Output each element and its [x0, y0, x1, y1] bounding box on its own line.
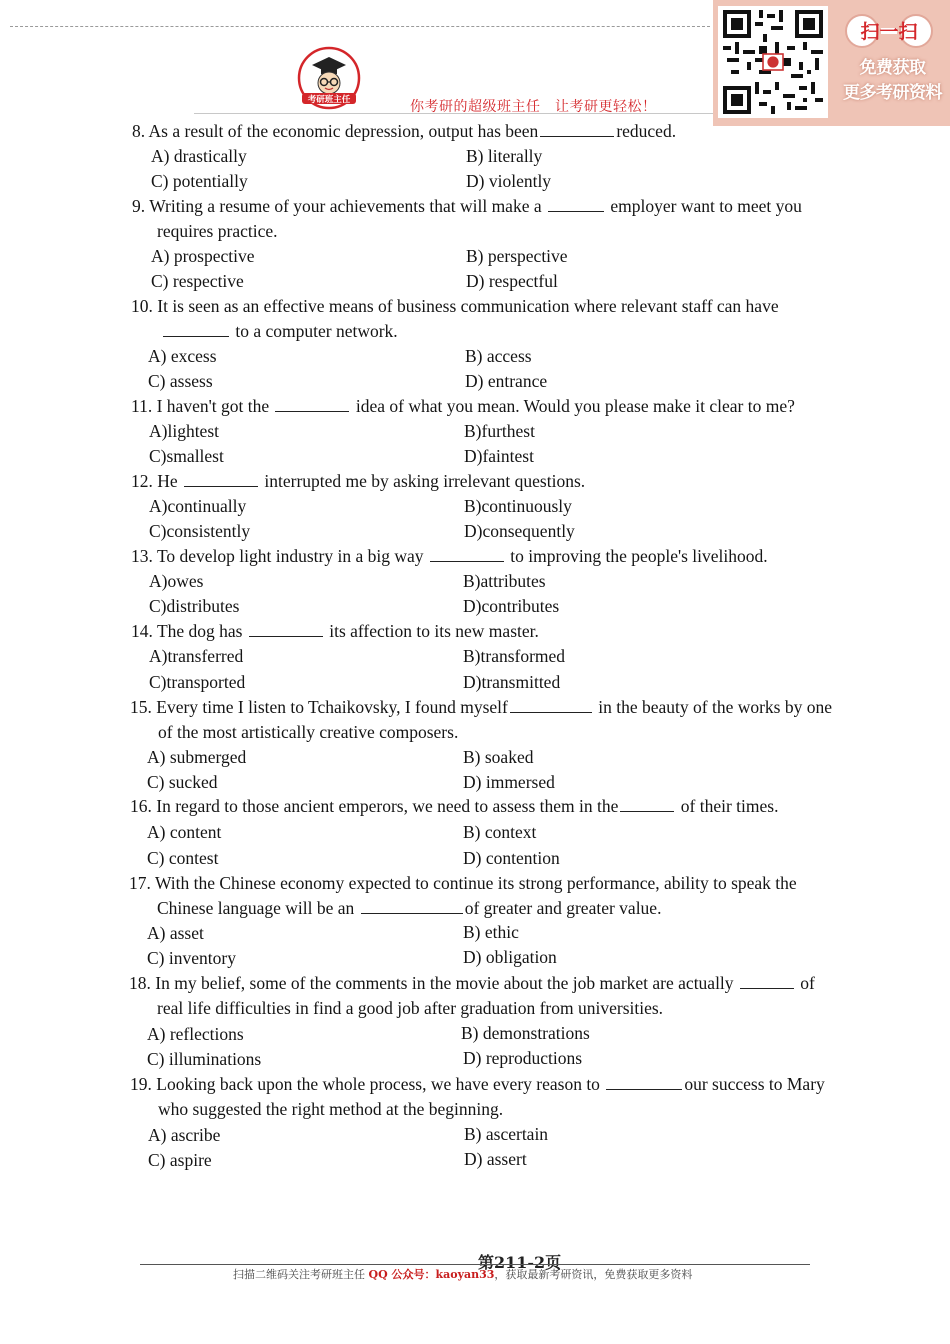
- option-a[interactable]: A) submerged: [147, 747, 247, 767]
- scan-badge-label: 扫一扫: [860, 21, 918, 43]
- option-b[interactable]: B) context: [463, 822, 537, 842]
- question-number: 17.: [129, 873, 151, 893]
- answer-blank: [249, 635, 323, 637]
- question-number: 19.: [130, 1074, 152, 1094]
- question-number: 13.: [131, 546, 153, 566]
- question-text-after: employer want to meet you: [610, 196, 802, 216]
- answer-blank: [620, 810, 674, 812]
- question-text-after: our success to Mary: [684, 1074, 825, 1094]
- option-d[interactable]: D) obligation: [463, 947, 557, 967]
- option-c[interactable]: C) contest: [147, 848, 219, 868]
- header-slogan: 你考研的超级班主任 让考研更轻松！: [410, 99, 657, 115]
- question-text: As a result of the economic depression, output has been: [148, 121, 539, 141]
- option-a[interactable]: A) asset: [147, 923, 204, 943]
- question-number: 10.: [131, 296, 153, 316]
- option-b[interactable]: B) soaked: [463, 747, 534, 767]
- answer-blank: [184, 485, 258, 487]
- option-c[interactable]: C) sucked: [147, 772, 218, 792]
- option-b[interactable]: B) access: [465, 346, 532, 366]
- question-text-line2: Chinese language will be an: [157, 898, 355, 918]
- question-text-after: idea of what you mean. Would you please make it clear to me?: [355, 396, 795, 416]
- question-text: With the Chinese economy expected to continue its strong performance, ability to speak the: [154, 873, 797, 893]
- question-text: In my belief, some of the comments in the movie about the job market are actually: [155, 973, 734, 993]
- question-18: [129, 971, 815, 996]
- option-c[interactable]: C) potentially: [151, 171, 248, 191]
- option-d[interactable]: D) reproductions: [463, 1048, 583, 1068]
- qr-code-icon[interactable]: [723, 10, 823, 114]
- question-12: [131, 469, 585, 494]
- question-15: [130, 695, 832, 720]
- question-13: [131, 544, 768, 569]
- question-text-after: of their times.: [680, 796, 779, 816]
- question-number: 11.: [131, 396, 153, 416]
- option-a[interactable]: A) excess: [148, 346, 217, 366]
- question-number: 8.: [132, 121, 146, 141]
- page-number: 第211-2页: [478, 1253, 562, 1272]
- banner-text: [835, 56, 950, 106]
- option-d[interactable]: D) entrance: [465, 371, 548, 391]
- answer-blank: [740, 987, 794, 989]
- option-c[interactable]: C)transported: [149, 672, 246, 692]
- question-number: 12.: [131, 471, 153, 491]
- option-a[interactable]: A) drastically: [151, 146, 247, 166]
- answer-blank: [540, 135, 614, 137]
- answer-blank: [163, 335, 229, 337]
- answer-blank: [548, 210, 604, 212]
- question-number: 18.: [129, 973, 151, 993]
- option-c[interactable]: C)smallest: [149, 446, 224, 466]
- question-text: To develop light industry in a big way: [156, 546, 424, 566]
- answer-blank: [606, 1088, 682, 1090]
- option-a[interactable]: A)continually: [149, 496, 247, 516]
- footer-note-account: QQ 公众号：kaoyan33: [368, 1268, 495, 1281]
- option-b[interactable]: B)continuously: [464, 496, 572, 516]
- question-17-continuation: [157, 896, 661, 921]
- option-c[interactable]: C) inventory: [147, 948, 236, 968]
- question-14: [131, 619, 539, 644]
- header-rule: [194, 113, 714, 114]
- option-d[interactable]: D)consequently: [464, 521, 575, 541]
- option-a[interactable]: A) reflections: [147, 1024, 244, 1044]
- qr-banner[interactable]: [713, 0, 950, 126]
- question-17: [129, 871, 797, 896]
- option-b[interactable]: B) ascertain: [464, 1124, 549, 1144]
- question-text-after: of greater and greater value.: [464, 898, 662, 918]
- footer-rule: [140, 1264, 810, 1265]
- option-c[interactable]: C) assess: [148, 371, 213, 391]
- option-d[interactable]: D) respectful: [466, 271, 558, 291]
- question-18-continuation: real life difficulties in find a good job after graduation from universities.: [157, 998, 664, 1018]
- option-a[interactable]: A) prospective: [151, 246, 255, 266]
- question-text: Looking back upon the whole process, we have every reason to: [156, 1074, 600, 1094]
- question-19: [130, 1072, 825, 1097]
- footer-note-part3: ，获取最新考研资讯，免费获取更多资料: [494, 1268, 693, 1281]
- question-19-continuation: who suggested the right method at the beginning.: [158, 1099, 504, 1119]
- question-number: 14.: [131, 621, 153, 641]
- option-a[interactable]: A)transferred: [149, 646, 244, 666]
- option-a[interactable]: A) content: [147, 822, 222, 842]
- option-c[interactable]: C)distributes: [149, 596, 240, 616]
- logo-label: 考研班主任: [307, 95, 351, 105]
- top-dashed-rule: [10, 26, 710, 27]
- question-text: Writing a resume of your achievements that will make a: [149, 196, 542, 216]
- question-text-after: of: [800, 973, 815, 993]
- option-d[interactable]: D)transmitted: [463, 672, 561, 692]
- scan-badge-icon: [843, 12, 935, 50]
- option-a[interactable]: A)owes: [149, 571, 204, 591]
- question-text-after: in the beauty of the works by one: [598, 697, 833, 717]
- answer-blank: [430, 560, 504, 562]
- question-10-continuation: [161, 319, 398, 344]
- question-number: 9.: [132, 196, 146, 216]
- question-9-continuation: requires practice.: [157, 221, 278, 241]
- question-9: [132, 194, 802, 219]
- footer-note-part1: 扫描二维码关注考研班主任: [233, 1268, 365, 1281]
- question-15-continuation: of the most artistically creative composers.: [158, 722, 459, 742]
- option-c[interactable]: C)consistently: [149, 521, 251, 541]
- question-text-after: its affection to its new master.: [329, 621, 539, 641]
- answer-blank: [361, 912, 463, 914]
- option-b[interactable]: B)transformed: [463, 646, 566, 666]
- option-b[interactable]: B) demonstrations: [461, 1023, 590, 1043]
- footer-note: [233, 1266, 692, 1282]
- option-c[interactable]: C) aspire: [148, 1150, 212, 1170]
- option-a[interactable]: A) ascribe: [148, 1125, 221, 1145]
- option-b[interactable]: B)attributes: [463, 571, 546, 591]
- option-a[interactable]: A)lightest: [149, 421, 219, 441]
- question-number: 15.: [130, 697, 152, 717]
- question-text: In regard to those ancient emperors, we need to assess them in the: [156, 796, 619, 816]
- answer-blank: [510, 711, 592, 713]
- question-10: [131, 294, 779, 319]
- option-d[interactable]: D) contention: [463, 848, 560, 868]
- question-8: [132, 119, 676, 144]
- banner-line-1: 免费获取: [859, 58, 926, 78]
- question-text: The dog has: [156, 621, 243, 641]
- question-text: Every time I listen to Tchaikovsky, I found myself: [156, 697, 508, 717]
- option-b[interactable]: B) ethic: [463, 922, 519, 942]
- option-c[interactable]: C) respective: [151, 271, 244, 291]
- question-number: 16.: [130, 796, 152, 816]
- option-b[interactable]: B)furthest: [464, 421, 535, 441]
- question-text-after: to a computer network.: [235, 321, 398, 341]
- option-d[interactable]: D) assert: [464, 1149, 527, 1169]
- question-text-after: to improving the people's livelihood.: [510, 546, 768, 566]
- banner-line-2: 更多考研资料: [843, 83, 942, 103]
- teacher-logo-icon: [296, 46, 362, 110]
- option-d[interactable]: D) violently: [466, 171, 552, 191]
- question-11: [131, 394, 795, 419]
- option-b[interactable]: B) perspective: [466, 246, 568, 266]
- option-c[interactable]: C) illuminations: [147, 1049, 262, 1069]
- option-b[interactable]: B) literally: [466, 146, 543, 166]
- question-text-after: interrupted me by asking irrelevant questions.: [264, 471, 586, 491]
- question-text: It is seen as an effective means of business communication where relevant staff can have: [157, 296, 779, 316]
- option-d[interactable]: D)faintest: [464, 446, 534, 466]
- question-text-after: reduced.: [616, 121, 677, 141]
- question-text: I haven't got the: [156, 396, 270, 416]
- question-16: [130, 794, 778, 819]
- option-d[interactable]: D)contributes: [463, 596, 560, 616]
- option-d[interactable]: D) immersed: [463, 772, 555, 792]
- question-text: He: [157, 471, 178, 491]
- answer-blank: [275, 410, 349, 412]
